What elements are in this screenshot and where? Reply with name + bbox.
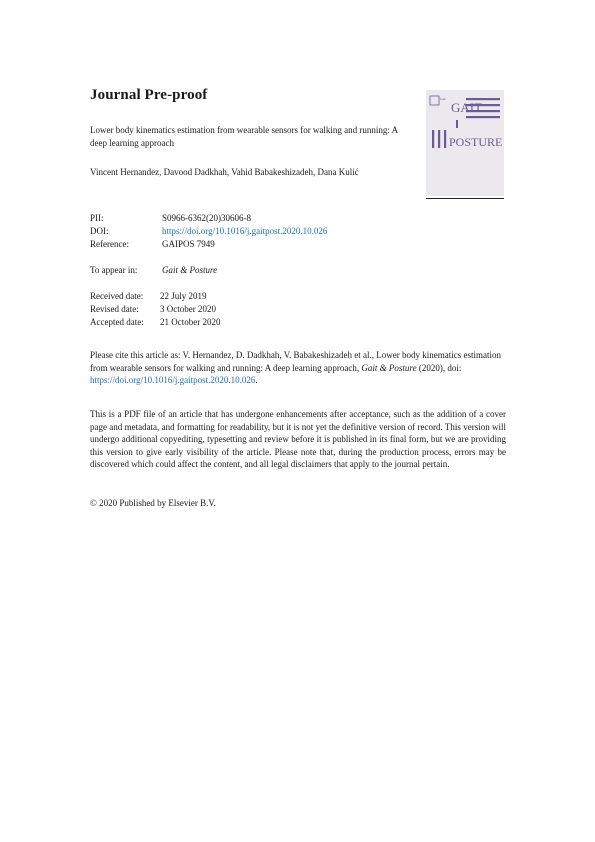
citation-paragraph bbox=[90, 349, 506, 387]
cover-title-top: GAIT bbox=[451, 100, 483, 115]
preproof-notice: This is a PDF file of an article that has undergone enhancements after acceptance, such as the addition of a cover page and metadata, and formatting for readability, but it is not yet the definitive version of record. This version will undergo additional copyediting, typesetting and review before it is published in its final form, but we are providing this version to give early visibility of the article. Please note that, during the production process, errors may be discovered which could affect the content, and all legal disclaimers that apply to the journal pertain. bbox=[90, 409, 506, 469]
received-value: 22 July 2019 bbox=[160, 291, 207, 301]
accepted-value: 21 October 2020 bbox=[160, 317, 221, 327]
citation-year: (2020), doi: bbox=[416, 362, 462, 373]
received-row bbox=[90, 290, 207, 302]
received-label: Received date: bbox=[90, 291, 144, 301]
cover-small-text: Gait bbox=[440, 97, 446, 101]
cover-title-bottom: POSTURE bbox=[449, 135, 503, 149]
article-title: Lower body kinematics estimation from wearable sensors for walking and running: A deep learning approach bbox=[90, 125, 398, 148]
pii-value: S0966-6362(20)30606-8 bbox=[162, 213, 251, 223]
pii-label: PII: bbox=[90, 213, 104, 223]
journal-cover-thumbnail bbox=[426, 90, 504, 196]
revised-label: Revised date: bbox=[90, 304, 139, 314]
article-authors: Vincent Hernandez, Davood Dadkhah, Vahid Babakeshizadeh, Dana Kulić bbox=[90, 167, 359, 177]
cover-underline bbox=[426, 198, 504, 199]
citation-text: Please cite this article as: V. Hernandez, D. Dadkhah, V. Babakeshizadeh et al., Lower body kinematics estimation from wearable sensors for walking and running: A deep learning approach, bbox=[90, 350, 501, 373]
doi-link[interactable]: https://doi.org/10.1016/j.gaitpost.2020.10.026 bbox=[162, 226, 328, 236]
journal-preproof-heading: Journal Pre-proof bbox=[90, 87, 208, 103]
cover-art bbox=[426, 90, 504, 196]
doi-label: DOI: bbox=[90, 226, 109, 236]
accepted-label: Accepted date: bbox=[90, 317, 144, 327]
revised-row bbox=[90, 303, 216, 315]
appear-label: To appear in: bbox=[90, 265, 138, 275]
reference-label: Reference: bbox=[90, 239, 129, 249]
accepted-row bbox=[90, 316, 221, 328]
copyright-line: © 2020 Published by Elsevier B.V. bbox=[90, 498, 216, 508]
citation-end: . bbox=[255, 375, 258, 385]
citation-doi-link[interactable]: https://doi.org/10.1016/j.gaitpost.2020.10.026 bbox=[90, 375, 256, 385]
revised-value: 3 October 2020 bbox=[160, 304, 216, 314]
reference-value: GAIPOS 7949 bbox=[162, 239, 215, 249]
citation-journal: Gait & Posture bbox=[361, 362, 417, 373]
appear-journal: Gait & Posture bbox=[162, 265, 218, 275]
